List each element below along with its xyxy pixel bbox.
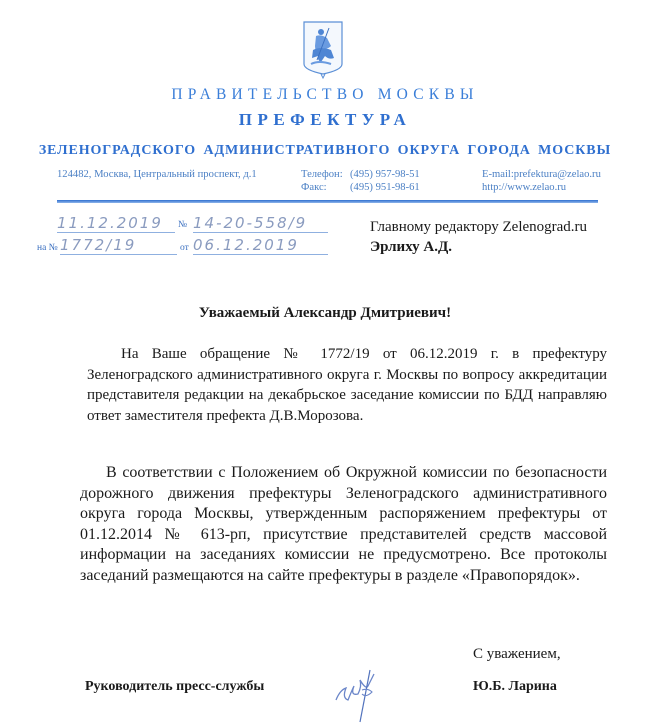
district-title: ЗЕЛЕНОГРАДСКОГО АДМИНИСТРАТИВНОГО ОКРУГА ГОРОДА МОСКВЫ bbox=[38, 143, 612, 158]
fax-number: (495) 951-98-61 bbox=[350, 182, 420, 193]
header-divider bbox=[57, 200, 598, 203]
phone-number: (495) 957-98-51 bbox=[350, 169, 420, 180]
coat-of-arms-icon bbox=[301, 20, 345, 80]
signer-name: Ю.Б. Ларина bbox=[473, 679, 557, 694]
fax-label: Факс: bbox=[301, 182, 327, 193]
signature-icon bbox=[332, 660, 382, 725]
outgoing-number: 14-20-558/9 bbox=[193, 214, 328, 233]
email: E-mail:prefektura@zelao.ru bbox=[482, 169, 601, 180]
incoming-date: 06.12.2019 bbox=[193, 236, 328, 255]
closing-regards: С уважением, bbox=[473, 646, 561, 662]
paragraph-2: В соответствии с Положением об Окружной комиссии по безопасности дорожного движения префектуры Зеленоградского административного округа города Москвы, утвержденным распоряжением префектуры от 01.12.2014 № 613-рп, присутствие представителей средств массовой информации на заседаниях комиссии не предусмотрено. Все протоколы заседаний размещаются на сайте префектуры в разделе «Правопорядок». bbox=[80, 464, 607, 584]
addressee-name: Эрлиху А.Д. bbox=[370, 239, 453, 255]
number-label: № bbox=[178, 220, 188, 230]
salutation: Уважаемый Александр Дмитриевич! bbox=[198, 305, 452, 321]
address: 124482, Москва, Центральный проспект, д.1 bbox=[57, 169, 257, 180]
phone-label: Телефон: bbox=[301, 169, 343, 180]
reply-to-label: на № bbox=[37, 243, 58, 253]
website: http://www.zelao.ru bbox=[482, 182, 567, 193]
government-title: ПРАВИТЕЛЬСТВО МОСКВЫ bbox=[171, 86, 479, 103]
paragraph-1: На Ваше обращение № 1772/19 от 06.12.2019 г. в префектуру Зеленоградского административного округа г. Москвы по вопросу аккредитации представителя редакции на декабрьское заседание комиссии по БДД направляю ответ заместителя префекта Д.В.Морозова. bbox=[87, 346, 607, 424]
from-label: от bbox=[180, 243, 189, 253]
addressee-position: Главному редактору Zelenograd.ru bbox=[370, 219, 588, 235]
signer-role: Руководитель пресс-службы bbox=[85, 679, 265, 694]
incoming-number: 1772/19 bbox=[60, 236, 177, 255]
outgoing-date: 11.12.2019 bbox=[57, 214, 175, 233]
prefecture-title: ПРЕФЕКТУРА bbox=[238, 110, 412, 129]
